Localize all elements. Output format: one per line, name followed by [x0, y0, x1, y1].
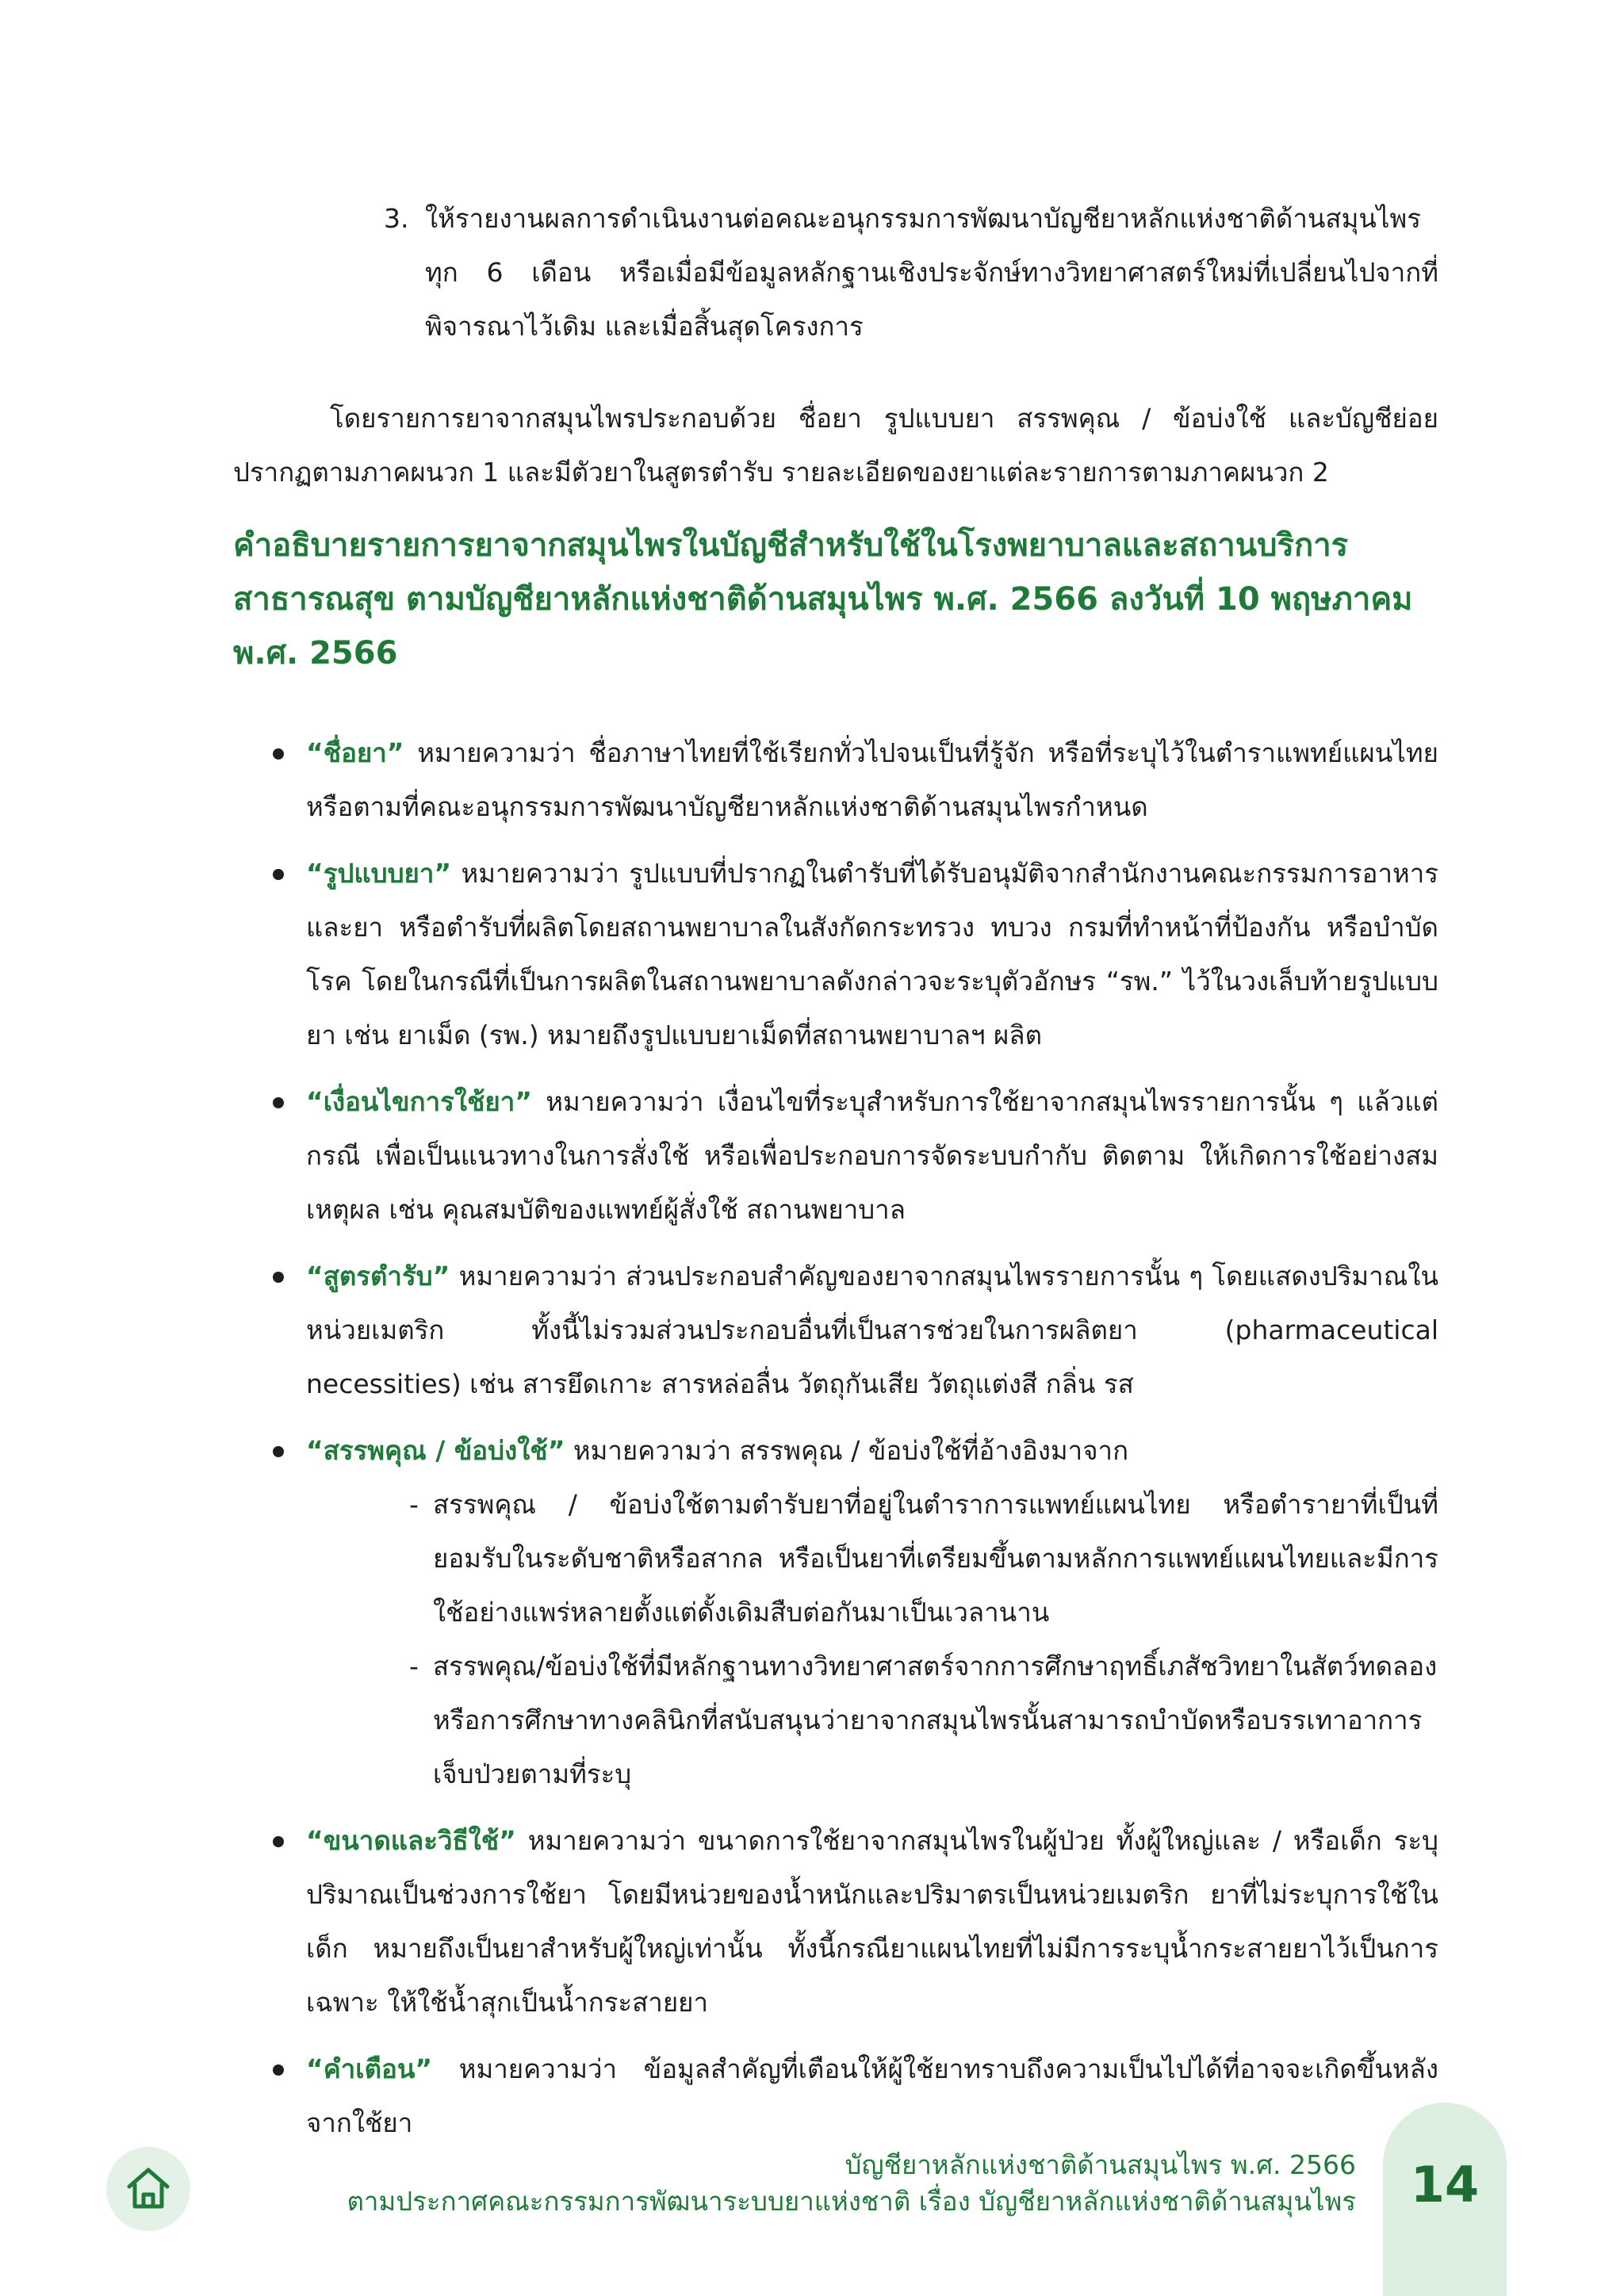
sub-item-text: สรรพคุณ/ข้อบ่งใช้ที่มีหลักฐานทางวิทยาศาสตร์จากการศึกษาฤทธิ์เภสัชวิทยาในสัตว์ทดลอง หรือการศึกษาทางคลินิกที่สนับสนุนว่ายาจากสมุนไพรนั้นสามารถบำบัดหรือบรรเทาอาการเจ็บป่วยตามที่ระบุ	[433, 1651, 1438, 1789]
footer-line-1: บัญชียาหลักแห่งชาติด้านสมุนไพร พ.ศ. 2566	[845, 2149, 1356, 2180]
definition-term: “ชื่อยา”	[306, 737, 404, 768]
footer-title	[347, 2147, 1357, 2220]
item-number: 3.	[384, 203, 409, 234]
home-icon[interactable]	[106, 2147, 190, 2231]
sub-list	[306, 1478, 1438, 1801]
dash-icon: -	[409, 1489, 419, 1520]
bullet-icon	[273, 748, 284, 760]
bullet-icon	[273, 1097, 284, 1108]
definition-item	[270, 726, 1438, 834]
bullet-icon	[273, 1446, 284, 1457]
definition-list	[270, 726, 1438, 2150]
definition-term: “เงื่อนไขการใช้ยา”	[306, 1086, 532, 1117]
sub-item-text: สรรพคุณ / ข้อบ่งใช้ตามตำรับยาที่อยู่ในตำราการแพทย์แผนไทย หรือตำรายาที่เป็นที่ยอมรับในระดับชาติหรือสากล หรือเป็นยาที่เตรียมขึ้นตามหลักการแพทย์แผนไทยและมีการใช้อย่างแพร่หลายตั้งแต่ดั้งเดิมสืบต่อกันมาเป็นเวลานาน	[433, 1489, 1438, 1628]
definition-text: หมายความว่า เงื่อนไขที่ระบุสำหรับการใช้ยาจากสมุนไพรรายการนั้น ๆ แล้วแต่กรณี เพื่อเป็นแนวทางในการสั่งใช้ หรือเพื่อประกอบการจัดระบบกำกับ ติดตาม ให้เกิดการใช้อย่างสมเหตุผล เช่น คุณสมบัติของแพทย์ผู้สั่งใช้ สถานพยาบาล	[306, 1086, 1438, 1225]
definition-item	[270, 847, 1438, 1062]
home-icon-glyph	[123, 2163, 174, 2214]
definition-text: หมายความว่า รูปแบบที่ปรากฏในตำรับที่ได้รับอนุมัติจากสำนักงานคณะกรรมการอาหารและยา หรือตำรับที่ผลิตโดยสถานพยาบาลในสังกัดกระทรวง ทบวง กรมที่ทำหน้าที่ป้องกัน หรือบำบัดโรค โดยในกรณีที่เป็นการผลิตในสถานพยาบาลดังกล่าวจะระบุตัวอักษร “รพ.” ไว้ในวงเล็บท้ายรูปแบบยา เช่น ยาเม็ด (รพ.) หมายถึงรูปแบบยาเม็ดที่สถานพยาบาลฯ ผลิต	[306, 858, 1438, 1050]
definition-text: หมายความว่า สรรพคุณ / ข้อบ่งใช้ที่อ้างอิงมาจาก	[565, 1435, 1129, 1466]
dash-icon: -	[409, 1651, 419, 1682]
page-tab	[1383, 2103, 1507, 2296]
bullet-icon	[273, 1272, 284, 1283]
definition-term: “รูปแบบยา”	[306, 858, 452, 889]
definition-term: “สรรพคุณ / ข้อบ่งใช้”	[306, 1435, 565, 1466]
definition-text: หมายความว่า ส่วนประกอบสำคัญของยาจากสมุนไพรรายการนั้น ๆ โดยแสดงปริมาณในหน่วยเมตริก ทั้งนี้ไม่รวมส่วนประกอบอื่นที่เป็นสารช่วยในการผลิตยา (pharmaceutical necessities) เช่น สารยึดเกาะ สารหล่อลื่น วัตถุกันเสีย วัตถุแต่งสี กลิ่น รส	[306, 1261, 1438, 1399]
sub-item	[409, 1640, 1438, 1801]
bullet-icon	[273, 2064, 284, 2076]
definition-text: หมายความว่า ข้อมูลสำคัญที่เตือนให้ผู้ใช้ยาทราบถึงความเป็นไปได้ที่อาจจะเกิดขึ้นหลังจากใช้ยา	[306, 2053, 1438, 2138]
section-heading: คำอธิบายรายการยาจากสมุนไพรในบัญชีสำหรับใช้ในโรงพยาบาลและสถานบริการสาธารณสุข ตามบัญชียาหลักแห่งชาติด้านสมุนไพร พ.ศ. 2566 ลงวันที่ 10 พฤษภาคม พ.ศ. 2566	[233, 527, 1413, 672]
numbered-item-3	[384, 192, 1438, 354]
definition-text: หมายความว่า ชื่อภาษาไทยที่ใช้เรียกทั่วไปจนเป็นที่รู้จัก หรือที่ระบุไว้ในตำราแพทย์แผนไทย หรือตามที่คณะอนุกรรมการพัฒนาบัญชียาหลักแห่งชาติด้านสมุนไพรกำหนด	[306, 737, 1438, 822]
intro-paragraph: โดยรายการยาจากสมุนไพรประกอบด้วย ชื่อยา รูปแบบยา สรรพคุณ / ข้อบ่งใช้ และบัญชีย่อย ปรากฏตามภาคผนวก 1 และมีตัวยาในสูตรตำรับ รายละเอียดของยาแต่ละรายการตามภาคผนวก 2	[233, 403, 1438, 488]
page-number: 14	[1410, 2156, 1480, 2214]
definition-item	[270, 2042, 1438, 2150]
item-text: ให้รายงานผลการดำเนินงานต่อคณะอนุกรรมการพัฒนาบัญชียาหลักแห่งชาติด้านสมุนไพร ทุก 6 เดือน หรือเมื่อมีข้อมูลหลักฐานเชิงประจักษ์ทางวิทยาศาสตร์ใหม่ที่เปลี่ยนไปจากที่พิจารณาไว้เดิม และเมื่อสิ้นสุดโครงการ	[425, 203, 1438, 342]
bullet-icon	[273, 1836, 284, 1847]
definition-item	[270, 1249, 1438, 1411]
definition-text: หมายความว่า ขนาดการใช้ยาจากสมุนไพรในผู้ป่วย ทั้งผู้ใหญ่และ / หรือเด็ก ระบุปริมาณเป็นช่วงการใช้ยา โดยมีหน่วยของน้ำหนักและปริมาตรเป็นหน่วยเมตริก ยาที่ไม่ระบุการใช้ในเด็ก หมายถึงเป็นยาสำหรับผู้ใหญ่เท่านั้น ทั้งนี้กรณียาแผนไทยที่ไม่มีการระบุน้ำกระสายยาไว้เป็นการเฉพาะ ให้ใช้น้ำสุกเป็นน้ำกระสายยา	[306, 1825, 1438, 2018]
definition-term: “ขนาดและวิธีใช้”	[306, 1825, 516, 1856]
definition-term: “คำเตือน”	[306, 2053, 433, 2084]
sub-item	[409, 1478, 1438, 1640]
definition-item	[270, 1424, 1438, 1801]
definition-term: “สูตรตำรับ”	[306, 1261, 450, 1292]
footer-line-2: ตามประกาศคณะกรรมการพัฒนาระบบยาแห่งชาติ เรื่อง บัญชียาหลักแห่งชาติด้านสมุนไพร	[347, 2186, 1356, 2217]
definition-item	[270, 1075, 1438, 1237]
definition-item	[270, 1814, 1438, 2030]
bullet-icon	[273, 869, 284, 880]
